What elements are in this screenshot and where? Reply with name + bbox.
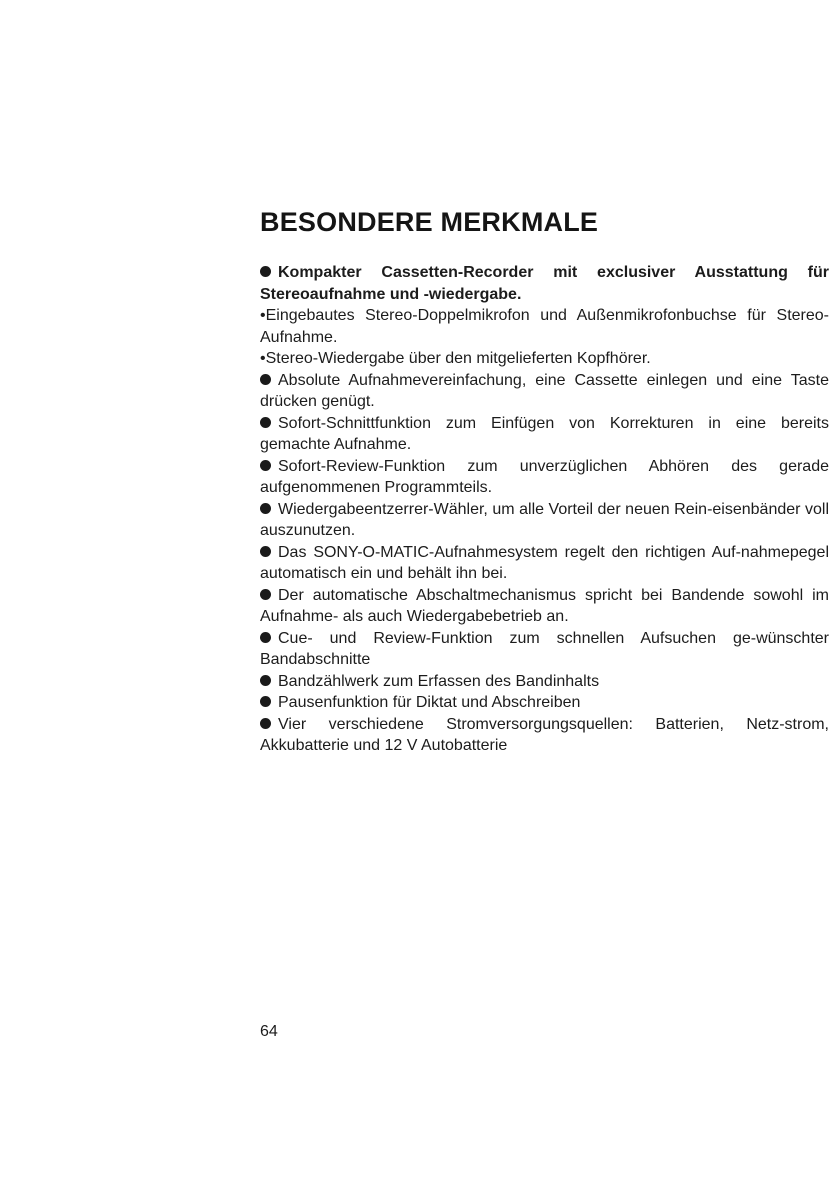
feature-sub-item: •Eingebautes Stereo-Doppelmikrofon und Außenmikrofonbuchse für Stereo-Aufnahme. xyxy=(260,307,829,346)
feature-intro-text: Kompakter Cassetten-Recorder mit exclusiver Ausstattung für Stereoaufnahme und -wiedergabe. xyxy=(260,264,829,303)
feature-item-text: Cue- und Review-Funktion zum schnellen Aufsuchen ge-wünschter Bandabschnitte xyxy=(260,629,829,668)
feature-item xyxy=(260,542,829,585)
bullet-icon xyxy=(260,503,271,514)
bullet-icon xyxy=(260,266,271,277)
bullet-icon xyxy=(260,696,271,707)
feature-item xyxy=(260,692,829,714)
bullet-icon xyxy=(260,460,271,471)
feature-item-text: Wiedergabeentzerrer-Wähler, um alle Vorteil der neuen Rein-eisenbänder voll auszunutzen. xyxy=(260,500,829,539)
bullet-icon xyxy=(260,632,271,643)
bullet-icon xyxy=(260,718,271,729)
feature-item xyxy=(260,714,829,757)
page-number: 64 xyxy=(260,1023,278,1040)
feature-item xyxy=(260,456,829,499)
feature-item xyxy=(260,671,829,693)
feature-sub-item: •Stereo-Wiedergabe über den mitgelieferten Kopfhörer. xyxy=(260,350,651,367)
feature-item-text: Pausenfunktion für Diktat und Abschreiben xyxy=(278,694,581,711)
feature-item xyxy=(260,628,829,671)
feature-item-text: Sofort-Review-Funktion zum unverzüglichen Abhören des gerade aufgenommenen Programmteils. xyxy=(260,457,829,496)
feature-item-text: Der automatische Abschaltmechanismus spricht bei Bandende sowohl im Aufnahme- als auch Wiedergabebetrieb an. xyxy=(260,586,829,625)
feature-item-text: Vier verschiedene Stromversorgungsquellen: Batterien, Netz-strom, Akkubatterie und 12 V Autobatterie xyxy=(260,715,829,754)
page-title: BESONDERE MERKMALE xyxy=(260,207,599,237)
feature-item xyxy=(260,370,829,413)
feature-item-text: Das SONY-O-MATIC-Aufnahmesystem regelt den richtigen Auf-nahmepegel automatisch ein und behält ihn bei. xyxy=(260,543,829,582)
feature-item-text: Sofort-Schnittfunktion zum Einfügen von Korrekturen in eine bereits gemachte Aufnahme. xyxy=(260,414,829,453)
bullet-icon xyxy=(260,417,271,428)
bullet-icon xyxy=(260,675,271,686)
feature-item xyxy=(260,585,829,628)
feature-item-text: Absolute Aufnahmevereinfachung, eine Cassette einlegen und eine Taste drücken genügt. xyxy=(260,371,829,410)
feature-list xyxy=(260,262,829,757)
feature-intro xyxy=(260,262,829,305)
bullet-icon xyxy=(260,589,271,600)
feature-item xyxy=(260,499,829,542)
feature-item xyxy=(260,413,829,456)
bullet-icon xyxy=(260,374,271,385)
bullet-icon xyxy=(260,546,271,557)
feature-item-text: Bandzählwerk zum Erfassen des Bandinhalts xyxy=(278,672,600,690)
